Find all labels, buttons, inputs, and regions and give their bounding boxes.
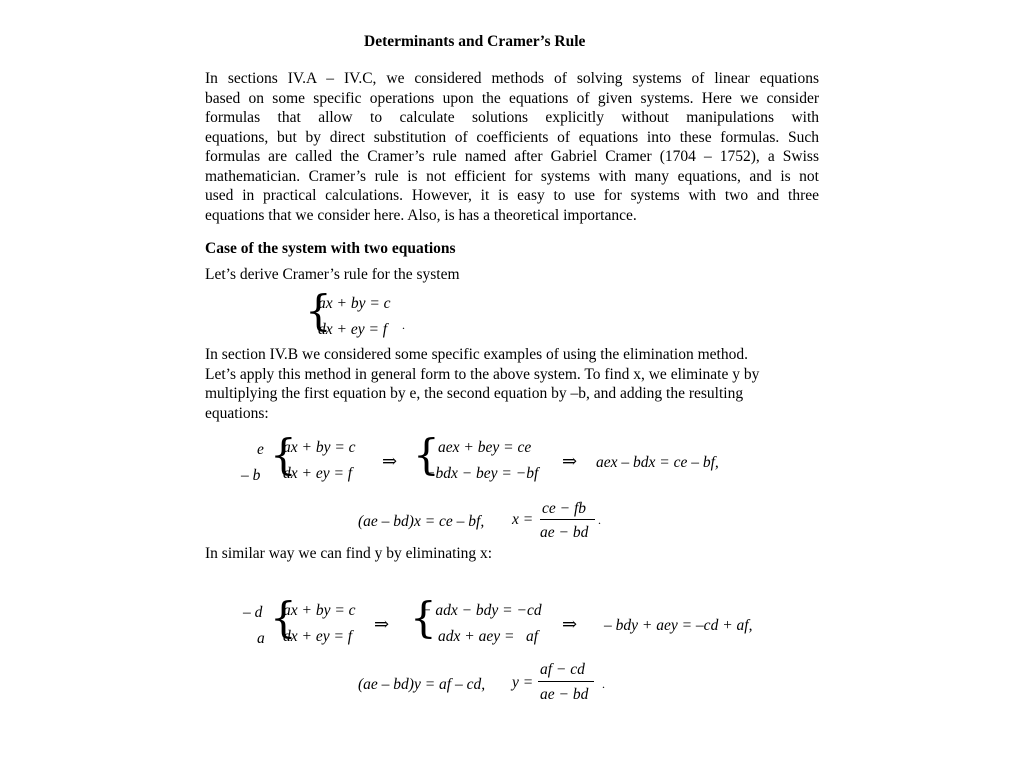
left-brace: { [413, 430, 440, 479]
intro-line: equations, but by direct substitution of coefficients of equations into these formulas. Such [205, 128, 819, 146]
left-brace: { [305, 286, 332, 335]
period: . [602, 677, 605, 691]
elimination-x-paragraph [205, 345, 819, 423]
intro-line: used in practical calculations. However, it is easy to use for systems with two and three [205, 187, 819, 204]
intro-line: formulas that allow to calculate solutions explicitly without manipulations with [205, 109, 819, 126]
implies-arrow: ⇒ [374, 614, 390, 634]
text-line: In section IV.B we considered some specific examples of using the elimination method. [205, 346, 748, 363]
result-equation-1: − adx − bdy = −cd [421, 602, 542, 619]
page-title: Determinants and Cramer’s Rule [364, 33, 586, 50]
multiplier-1: e [257, 441, 264, 458]
result-equation-2: adx + aey = af [438, 628, 539, 645]
equation-2: dx + ey = f [283, 628, 353, 645]
left-brace: { [270, 430, 297, 479]
fraction-bar [538, 681, 594, 682]
derive-text: Let’s derive Cramer’s rule for the system [205, 266, 460, 283]
y-denominator: ae − bd [540, 686, 589, 703]
equation-2: dx + ey = f [318, 321, 388, 338]
text-line: multiplying the first equation by e, the second equation by –b, and adding the resulting [205, 385, 744, 402]
multiplier-2: a [257, 630, 265, 647]
factored-equation: (ae – bd)y = af – cd, [358, 676, 486, 693]
left-brace: { [410, 593, 437, 642]
intro-line: based on some specific operations upon the equations of given systems. Here we consider [205, 89, 819, 107]
factored-equation: (ae – bd)x = ce – bf, [358, 513, 485, 530]
intro-line: mathematician. Cramer’s rule is not efficient for systems with many equations, and is not [205, 167, 819, 185]
section-heading: Case of the system with two equations [205, 240, 456, 257]
equation-1: ax + by = c [318, 295, 391, 312]
equation-1: ax + by = c [283, 602, 356, 619]
result-equation-1: aex + bey = ce [438, 439, 532, 456]
multiplier-2: – b [241, 467, 261, 484]
text-line: Let’s apply this method in general form to the above system. To find x, we eliminate y by [205, 365, 760, 383]
multiplier-1: – d [243, 604, 263, 621]
fraction-bar [540, 519, 595, 520]
combined-equation: aex – bdx = ce – bf, [596, 454, 719, 471]
intro-paragraph [205, 69, 819, 225]
implies-arrow: ⇒ [562, 451, 578, 471]
x-lhs: x = [512, 511, 534, 528]
implies-arrow: ⇒ [382, 451, 398, 471]
x-numerator: ce − fb [542, 500, 587, 517]
intro-line: equations that we consider here. Also, is has a theoretical importance. [205, 206, 637, 224]
equation-1: ax + by = c [283, 439, 356, 456]
text-line: equations: [205, 404, 269, 422]
left-brace: { [270, 593, 297, 642]
intro-line: In sections IV.A – IV.C, we considered methods of solving systems of linear equations [205, 70, 819, 87]
equation-2: dx + ey = f [283, 465, 353, 482]
y-numerator: af − cd [540, 661, 585, 678]
x-denominator: ae − bd [540, 524, 589, 541]
period: . [402, 318, 405, 332]
y-lhs: y = [512, 674, 534, 691]
intro-line: formulas are called the Cramer’s rule named after Gabriel Cramer (1704 – 1752), a Swiss [205, 148, 819, 165]
period: . [598, 513, 601, 527]
elimination-y-text: In similar way we can find y by eliminating x: [205, 545, 493, 562]
implies-arrow: ⇒ [562, 614, 578, 634]
result-equation-2: −bdx − bey = −bf [425, 465, 539, 482]
combined-equation: – bdy + aey = –cd + af, [604, 617, 753, 634]
